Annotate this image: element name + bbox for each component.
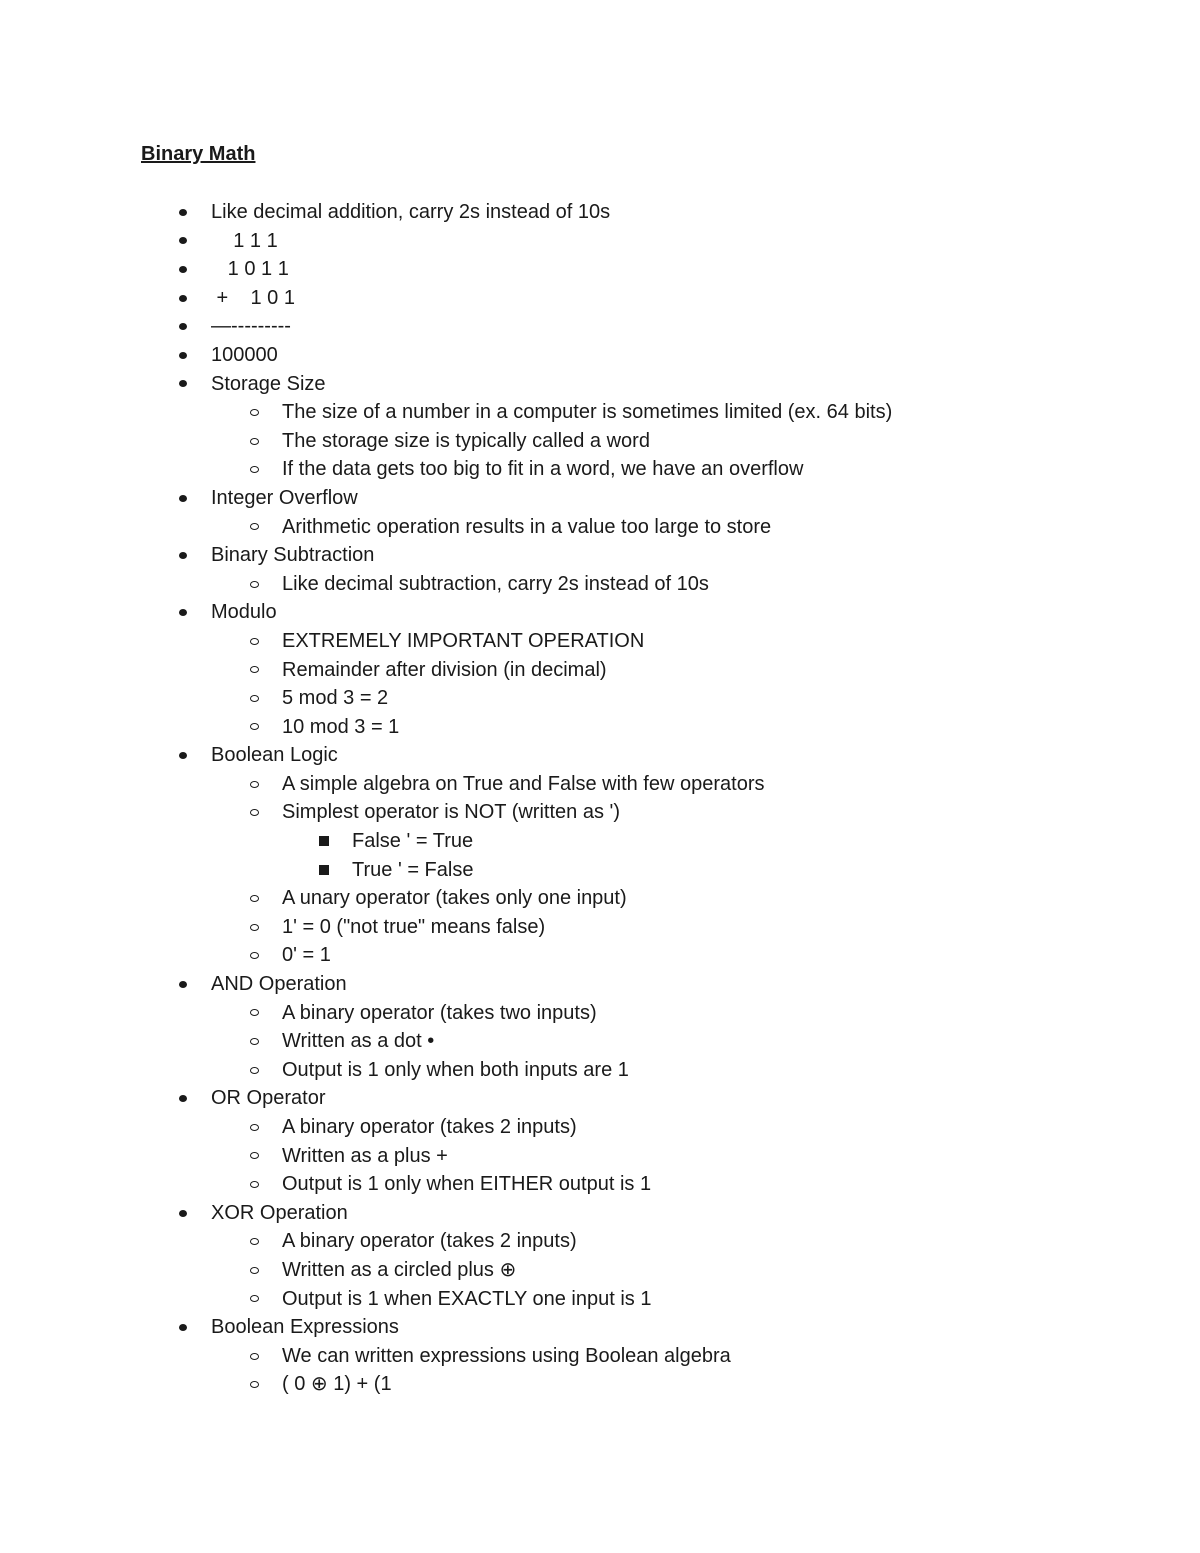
- list-item-text: A unary operator (takes only one input): [282, 887, 627, 910]
- bullet-circle-icon: [247, 713, 261, 742]
- list-item: [0, 827, 892, 856]
- bullet-circle-icon: [247, 941, 261, 970]
- list-item: [0, 370, 892, 399]
- list-item: [0, 1170, 892, 1199]
- bullet-circle-icon: [247, 913, 261, 942]
- bullet-disc-icon: [176, 484, 190, 513]
- bullet-disc-icon: [176, 1084, 190, 1113]
- bullet-disc-icon: [176, 198, 190, 227]
- list-item-text: A binary operator (takes 2 inputs): [282, 1230, 577, 1253]
- list-item: [0, 770, 892, 799]
- list-item-text: Integer Overflow: [211, 486, 358, 509]
- list-item: [0, 999, 892, 1028]
- list-item: [0, 1256, 892, 1285]
- bullet-circle-icon: [247, 455, 261, 484]
- list-item-text: Written as a plus +: [282, 1144, 448, 1167]
- list-item-text: AND Operation: [211, 973, 347, 996]
- list-item: [0, 941, 892, 970]
- bullet-circle-icon: [247, 884, 261, 913]
- bullet-square-icon: [317, 856, 331, 885]
- bullet-circle-icon: [247, 684, 261, 713]
- list-item: [0, 598, 892, 627]
- list-item: [0, 1142, 892, 1171]
- bullet-disc-icon: [176, 598, 190, 627]
- list-item-text: —---------: [211, 315, 291, 338]
- list-item: [0, 741, 892, 770]
- list-item-text: Boolean Expressions: [211, 1316, 399, 1339]
- list-item: [0, 1056, 892, 1085]
- list-item: [0, 513, 892, 542]
- list-item: [0, 227, 892, 256]
- bullet-disc-icon: [176, 1199, 190, 1228]
- list-item-text: A binary operator (takes two inputs): [282, 1001, 597, 1024]
- list-item-text: ( 0 ⊕ 1) + (1: [282, 1373, 392, 1396]
- list-item-text: 1 1 1: [211, 229, 278, 252]
- bullet-circle-icon: [247, 656, 261, 685]
- list-item: [0, 1113, 892, 1142]
- list-item-text: False ' = True: [352, 830, 474, 853]
- list-item-text: True ' = False: [352, 858, 474, 881]
- list-item-text: Written as a dot •: [282, 1030, 435, 1053]
- list-item: [0, 484, 892, 513]
- list-item-text: 1 0 1 1: [211, 258, 289, 281]
- list-item-text: A binary operator (takes 2 inputs): [282, 1116, 577, 1138]
- bullet-list: [0, 198, 892, 1399]
- list-item: [0, 798, 892, 827]
- list-item: [0, 970, 892, 999]
- bullet-circle-icon: [247, 1370, 261, 1399]
- bullet-circle-icon: [247, 1113, 261, 1142]
- list-item-text: 5 mod 3 = 2: [282, 687, 389, 710]
- bullet-disc-icon: [176, 741, 190, 770]
- bullet-circle-icon: [247, 1027, 261, 1056]
- list-item: [0, 856, 892, 885]
- page-title: Binary Math: [141, 143, 256, 165]
- list-item: [0, 255, 892, 284]
- bullet-disc-icon: [176, 1313, 190, 1342]
- list-item: [0, 541, 892, 570]
- list-item: [0, 713, 892, 742]
- bullet-circle-icon: [247, 570, 261, 599]
- list-item: [0, 1027, 892, 1056]
- list-item: [0, 198, 892, 227]
- bullet-circle-icon: [247, 1256, 261, 1285]
- list-item-text: Like decimal subtraction, carry 2s instead of 10s: [282, 572, 709, 595]
- bullet-circle-icon: [247, 999, 261, 1028]
- bullet-disc-icon: [176, 284, 190, 313]
- list-item-text: Output is 1 when EXACTLY one input is 1: [282, 1287, 652, 1310]
- list-item-text: + 1 0 1: [211, 286, 295, 309]
- bullet-circle-icon: [247, 1142, 261, 1171]
- bullet-disc-icon: [176, 227, 190, 256]
- list-item: [0, 1313, 892, 1342]
- list-item: [0, 913, 892, 942]
- bullet-disc-icon: [176, 370, 190, 399]
- bullet-circle-icon: [247, 1227, 261, 1256]
- list-item-text: Output is 1 only when both inputs are 1: [282, 1058, 629, 1081]
- list-item-text: Storage Size: [211, 372, 326, 395]
- list-item: [0, 1285, 892, 1314]
- list-item-text: A simple algebra on True and False with few operators: [282, 772, 765, 795]
- bullet-disc-icon: [176, 255, 190, 284]
- bullet-circle-icon: [247, 427, 261, 456]
- bullet-circle-icon: [247, 1285, 261, 1314]
- list-item: [0, 398, 892, 427]
- list-item: [0, 684, 892, 713]
- list-item: [0, 1342, 892, 1371]
- list-item-text: If the data gets too big to fit in a word, we have an overflow: [282, 458, 804, 481]
- list-item-text: Like decimal addition, carry 2s instead of 10s: [211, 201, 611, 223]
- list-item-text: The size of a number in a computer is sometimes limited (ex. 64 bits): [282, 401, 893, 424]
- list-item-text: 100000: [211, 343, 278, 366]
- list-item-text: Arithmetic operation results in a value too large to store: [282, 515, 772, 538]
- list-item-text: 1' = 0 ("not true" means false): [282, 915, 546, 938]
- list-item-text: 10 mod 3 = 1: [282, 715, 400, 738]
- list-item-text: Remainder after division (in decimal): [282, 658, 607, 681]
- bullet-disc-icon: [176, 541, 190, 570]
- list-item-text: XOR Operation: [211, 1201, 348, 1224]
- list-item: [0, 1199, 892, 1228]
- list-item-text: The storage size is typically called a word: [282, 429, 650, 452]
- bullet-circle-icon: [247, 1342, 261, 1371]
- bullet-circle-icon: [247, 1170, 261, 1199]
- list-item-text: Modulo: [211, 601, 277, 624]
- list-item: [0, 884, 892, 913]
- list-item-text: Written as a circled plus ⊕: [282, 1258, 517, 1281]
- bullet-disc-icon: [176, 341, 190, 370]
- list-item-text: Output is 1 only when EITHER output is 1: [282, 1173, 652, 1196]
- list-item-text: Binary Subtraction: [211, 544, 375, 567]
- list-item: [0, 570, 892, 599]
- list-item: [0, 341, 892, 370]
- list-item: [0, 312, 892, 341]
- bullet-disc-icon: [176, 312, 190, 341]
- bullet-disc-icon: [176, 970, 190, 999]
- list-item-text: OR Operator: [211, 1087, 326, 1110]
- list-item-text: EXTREMELY IMPORTANT OPERATION: [282, 629, 645, 652]
- list-item: [0, 455, 892, 484]
- bullet-square-icon: [317, 827, 331, 856]
- list-item-text: We can written expressions using Boolean algebra: [282, 1344, 731, 1367]
- list-item-text: 0' = 1: [282, 944, 331, 967]
- bullet-circle-icon: [247, 627, 261, 656]
- list-item: [0, 1084, 892, 1113]
- bullet-circle-icon: [247, 513, 261, 542]
- list-item-text: Simplest operator is NOT (written as '): [282, 801, 620, 824]
- bullet-circle-icon: [247, 798, 261, 827]
- list-item: [0, 427, 892, 456]
- bullet-circle-icon: [247, 398, 261, 427]
- list-item: [0, 627, 892, 656]
- list-item: [0, 284, 892, 313]
- list-item-text: Boolean Logic: [211, 744, 338, 767]
- list-item: [0, 1227, 892, 1256]
- list-item: [0, 656, 892, 685]
- bullet-circle-icon: [247, 770, 261, 799]
- bullet-circle-icon: [247, 1056, 261, 1085]
- list-item: [0, 1370, 892, 1399]
